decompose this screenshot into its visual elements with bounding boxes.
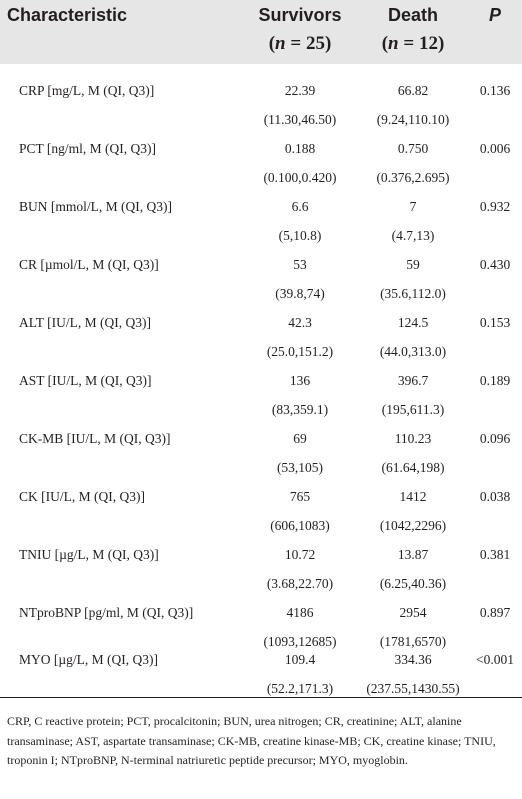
survivors-iqr: (25.0,151.2) (266, 344, 334, 359)
survivors-n-var: n (275, 33, 286, 54)
table-row (0, 310, 522, 368)
death-median: 7 (409, 199, 417, 214)
survivors-iqr: (83,359.1) (271, 402, 329, 417)
row-label: AST [IU/L, M (QI, Q3)] (19, 373, 152, 388)
row-label: BUN [mmol/L, M (QI, Q3)] (19, 199, 172, 214)
row-label: NTproBNP [pg/ml, M (QI, Q3)] (19, 605, 194, 620)
table-row (0, 194, 522, 252)
p-value: 0.096 (479, 431, 511, 446)
death-n-open: ( (381, 33, 389, 54)
death-iqr: (1781,6570) (379, 634, 447, 649)
death-median: 1412 (399, 489, 427, 504)
table-bottom-rule (0, 697, 522, 698)
survivors-median: 4186 (286, 605, 314, 620)
p-value: 0.006 (479, 141, 511, 156)
p-value: 0.153 (479, 315, 511, 330)
table-header (0, 0, 522, 64)
survivors-iqr: (53,105) (276, 460, 324, 475)
death-median: 334.36 (394, 652, 432, 667)
survivors-median: 109.4 (284, 652, 316, 667)
survivors-iqr: (606,1083) (270, 518, 330, 533)
row-label: CK-MB [IU/L, M (QI, Q3)] (19, 431, 171, 446)
row-label: CK [IU/L, M (QI, Q3)] (19, 489, 145, 504)
death-median: 59 (406, 257, 420, 272)
survivors-median: 42.3 (288, 315, 312, 330)
survivors-n-count: = 25) (285, 33, 332, 54)
survivors-median: 22.39 (284, 83, 316, 98)
table-row (0, 542, 522, 600)
p-value: <0.001 (476, 652, 514, 667)
header-characteristic: Characteristic (7, 5, 128, 25)
survivors-median: 765 (289, 489, 311, 504)
p-value: 0.136 (479, 83, 511, 98)
table-row (0, 368, 522, 426)
survivors-iqr: (11.30,46.50) (263, 112, 337, 127)
header-death-n (363, 31, 463, 57)
row-label: CR [µmol/L, M (QI, Q3)] (19, 257, 159, 272)
death-iqr: (9.24,110.10) (376, 112, 450, 127)
survivors-iqr: (52.2,171.3) (266, 681, 334, 696)
death-n-var: n (388, 33, 399, 54)
table-footnote: CRP, C reactive protein; PCT, procalcitonin; BUN, urea nitrogen; CR, creatinine; ALT, alanine transaminase; AST, aspartate transaminase; CK-MB, creatine kinase-MB; CK, creatine kinase; TNIU, troponin I; NTproBNP, N-terminal natriuretic peptide precursor; MYO, myoglobin. (7, 714, 496, 767)
p-value: 0.038 (479, 489, 511, 504)
table-row (0, 484, 522, 542)
death-median: 110.23 (394, 431, 432, 446)
survivors-iqr: (1093,12685) (263, 634, 337, 649)
survivors-n-open: ( (268, 33, 276, 54)
death-iqr: (4.7,13) (391, 228, 435, 243)
header-survivors-n (250, 31, 350, 57)
p-value: 0.430 (479, 257, 511, 272)
header-death: Death (387, 5, 438, 25)
death-iqr: (35.6,112.0) (380, 286, 446, 301)
death-median: 124.5 (397, 315, 429, 330)
death-median: 13.87 (397, 547, 429, 562)
death-iqr: (1042,2296) (379, 518, 447, 533)
p-value: 0.897 (479, 605, 511, 620)
death-median: 0.750 (397, 141, 429, 156)
table-row (0, 426, 522, 484)
row-label: ALT [IU/L, M (QI, Q3)] (19, 315, 151, 330)
survivors-median: 0.188 (284, 141, 316, 156)
survivors-iqr: (5,10.8) (278, 228, 322, 243)
death-iqr: (44.0,313.0) (379, 344, 447, 359)
row-label: MYO [µg/L, M (QI, Q3)] (19, 652, 159, 667)
death-n-count: = 12) (398, 33, 445, 54)
survivors-iqr: (3.68,22.70) (266, 576, 334, 591)
p-value: 0.381 (479, 547, 511, 562)
death-iqr: (61.64,198) (381, 460, 445, 475)
survivors-median: 69 (293, 431, 307, 446)
p-value: 0.932 (479, 199, 511, 214)
survivors-iqr: (39.8,74) (275, 286, 325, 301)
header-survivors: Survivors (258, 5, 342, 25)
table-row (0, 252, 522, 310)
row-label: TNIU [µg/L, M (QI, Q3)] (19, 547, 159, 562)
death-median: 396.7 (397, 373, 429, 388)
death-iqr: (195,611.3) (381, 402, 445, 417)
row-label: CRP [mg/L, M (QI, Q3)] (19, 83, 155, 98)
death-iqr: (0.376,2.695) (376, 170, 450, 185)
row-label: PCT [ng/ml, M (QI, Q3)] (19, 141, 156, 156)
death-median: 66.82 (397, 83, 429, 98)
survivors-median: 6.6 (291, 199, 309, 214)
table-row (0, 78, 522, 136)
death-iqr: (6.25,40.36) (379, 576, 447, 591)
table-row (0, 136, 522, 194)
survivors-median: 10.72 (284, 547, 316, 562)
death-median: 2954 (399, 605, 427, 620)
survivors-median: 136 (289, 373, 311, 388)
p-value: 0.189 (479, 373, 511, 388)
survivors-iqr: (0.100,0.420) (263, 170, 337, 185)
survivors-median: 53 (293, 257, 307, 272)
death-iqr: (237.55,1430.55) (366, 681, 460, 696)
header-p-value: P (488, 5, 501, 25)
